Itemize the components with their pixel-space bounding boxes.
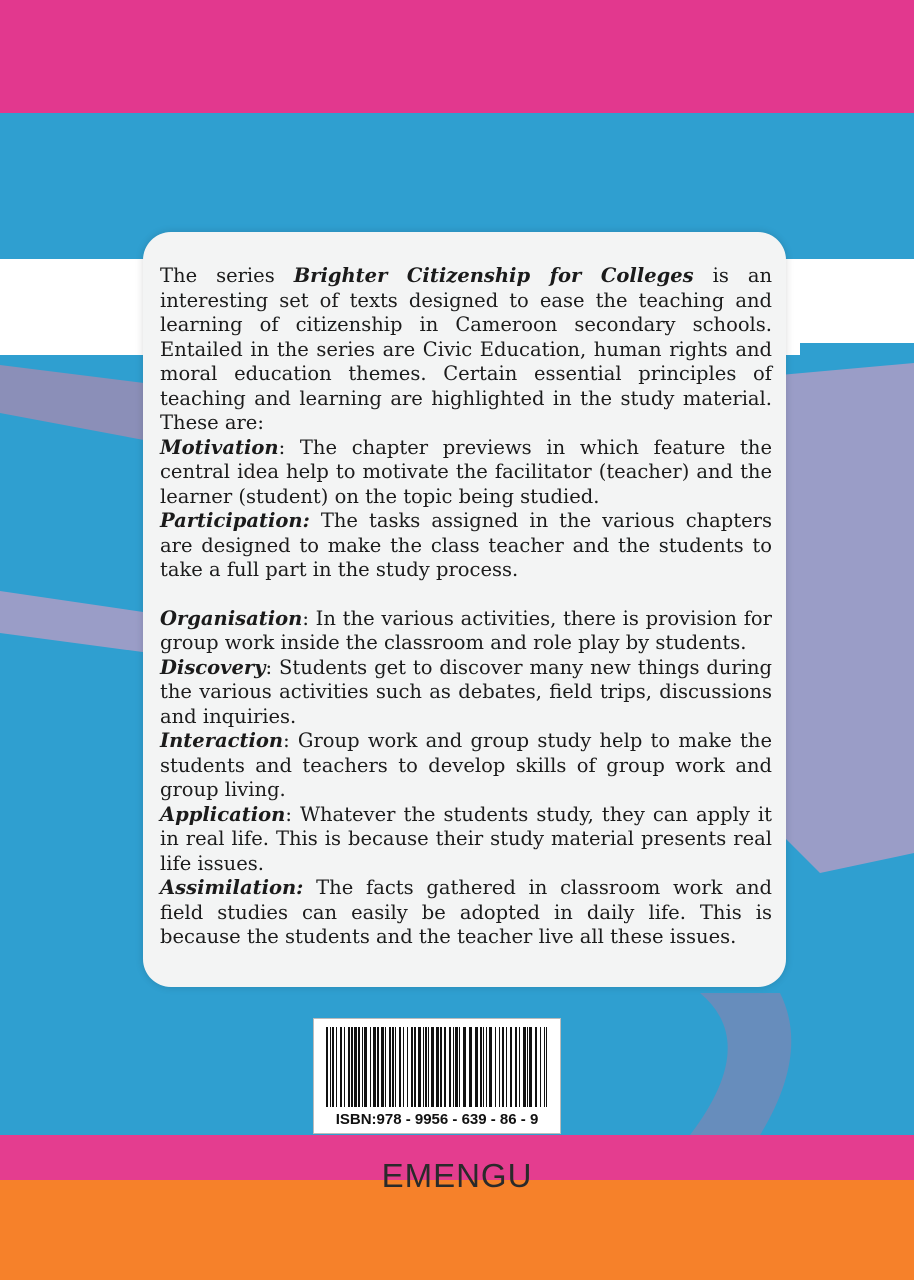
barcode-bar xyxy=(436,1027,439,1107)
barcode-bar xyxy=(354,1027,357,1107)
barcode-bar xyxy=(364,1027,367,1107)
barcode-bar xyxy=(414,1027,416,1107)
publisher-name: EMENGU xyxy=(381,1157,533,1194)
lavender-wedge-left xyxy=(0,365,160,443)
barcode-bar xyxy=(519,1027,520,1107)
barcode-bar xyxy=(411,1027,413,1107)
barcode-bar xyxy=(344,1027,345,1107)
series-title: Brighter Citizenship for Colleges xyxy=(293,264,694,287)
intro-paragraph: The series Brighter Citizenship for Colleges is an interesting set of texts designed to ease the teaching and learning of citizenship in Cameroon secondary schools. Entailed in the series are Civic Education, human rights and moral education themes. Certain essential principles of teaching and learning are highlighted in the study material. These are: xyxy=(160,264,773,434)
barcode-bar xyxy=(455,1027,458,1107)
barcode-bar xyxy=(351,1027,353,1107)
barcode-bar xyxy=(385,1027,386,1107)
barcode-bar xyxy=(540,1027,541,1107)
barcode-bar xyxy=(389,1027,391,1107)
isbn-barcode xyxy=(313,1018,561,1134)
top-pink-band xyxy=(0,0,914,113)
barcode-bar xyxy=(469,1027,472,1107)
barcode-bar xyxy=(523,1027,526,1107)
barcode-bar xyxy=(515,1027,517,1107)
principle-assimilation: Assimilation: The facts gathered in classroom work and field studies can easily be adopted in daily life. This is because the students and the teacher live all these issues. xyxy=(160,876,772,948)
barcode-bar xyxy=(423,1027,424,1107)
barcode-bar xyxy=(428,1027,429,1107)
barcode-bar xyxy=(392,1027,394,1107)
lavender-wedge-right xyxy=(780,363,914,873)
barcode-bar xyxy=(527,1027,528,1107)
barcode-bar xyxy=(499,1027,500,1107)
barcode-bar xyxy=(373,1027,376,1107)
barcode-bar xyxy=(440,1027,442,1107)
principle-application: Application: Whatever the students study, they can apply it in real life. This is because their study material presents real life issues. xyxy=(160,802,772,875)
barcode-bar xyxy=(535,1027,537,1107)
barcode-bar xyxy=(340,1027,342,1107)
barcode-bar xyxy=(529,1027,532,1107)
principle-organisation: Organisation: In the various activities, there is provision for group work inside the classroom and role play by students. xyxy=(160,606,772,654)
barcode-bar xyxy=(348,1027,350,1107)
barcode-bar xyxy=(377,1027,379,1107)
principle-motivation: Motivation: The chapter previews in which feature the central idea help to motivate the facilitator (teacher) and the learner (student) on the topic being studied. xyxy=(160,435,772,508)
barcode-bar xyxy=(453,1027,454,1107)
barcode-bar xyxy=(407,1027,408,1107)
barcode-bars xyxy=(326,1027,550,1107)
barcode-bar xyxy=(330,1027,331,1107)
barcode-bar xyxy=(336,1027,337,1107)
barcode-bar xyxy=(370,1027,371,1107)
barcode-bar xyxy=(486,1027,487,1107)
curved-shape xyxy=(690,993,791,1135)
principle-participation: Participation: The tasks assigned in the various chapters are designed to make the class teacher and the students to take a full part in the study process. xyxy=(160,509,772,581)
barcode-bar xyxy=(358,1027,360,1107)
barcode-bar xyxy=(381,1027,384,1107)
barcode-bar xyxy=(431,1027,434,1107)
blue-stripe-right xyxy=(800,343,914,363)
barcode-bar xyxy=(546,1027,547,1107)
barcode-bar xyxy=(495,1027,496,1107)
isbn-label: ISBN:978 - 9956 - 639 - 86 - 9 xyxy=(335,1111,539,1128)
blurb-text xyxy=(160,264,772,950)
barcode-bar xyxy=(506,1027,507,1107)
barcode-bar xyxy=(502,1027,504,1107)
lavender-wedge-mid xyxy=(0,591,150,653)
barcode-bar xyxy=(425,1027,427,1107)
barcode-bar xyxy=(332,1027,334,1107)
barcode-bar xyxy=(463,1027,466,1107)
paragraph-gap xyxy=(160,583,772,607)
barcode-bar xyxy=(326,1027,328,1107)
principle-interaction: Interaction: Group work and group study help to make the students and teachers to develop skills of group work and group living. xyxy=(160,729,772,801)
bottom-orange-band xyxy=(0,1180,914,1280)
barcode-bar xyxy=(459,1027,460,1107)
barcode-bar xyxy=(399,1027,401,1107)
barcode-bar xyxy=(489,1027,492,1107)
barcode-bar xyxy=(510,1027,512,1107)
barcode-bar xyxy=(544,1027,545,1107)
barcode-bar xyxy=(475,1027,478,1107)
barcode-bar xyxy=(444,1027,446,1107)
barcode-bar xyxy=(449,1027,451,1107)
barcode-bar xyxy=(418,1027,421,1107)
barcode-bar xyxy=(362,1027,363,1107)
barcode-bar xyxy=(403,1027,404,1107)
barcode-bar xyxy=(483,1027,484,1107)
barcode-bar xyxy=(480,1027,482,1107)
barcode-bar xyxy=(395,1027,396,1107)
principle-discovery: Discovery: Students get to discover many new things during the various activities such as debates, field trips, discussions and inquiries. xyxy=(160,655,772,728)
